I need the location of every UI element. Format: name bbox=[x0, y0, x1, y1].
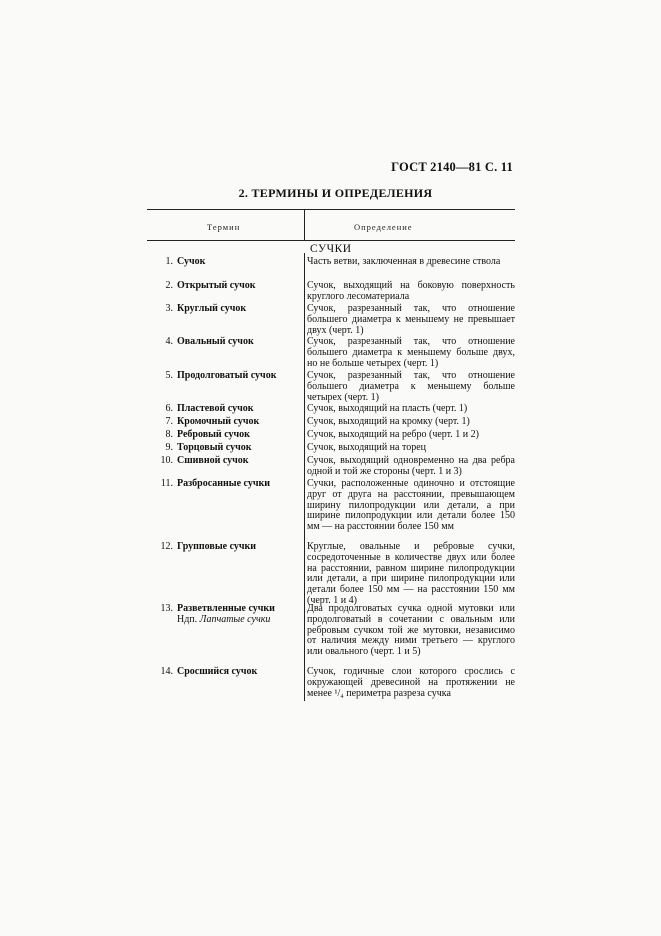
deprecated-prefix: Ндп. bbox=[177, 613, 198, 625]
term-definition: Сучок, выходящий на ребро (черт. 1 и 2) bbox=[307, 429, 479, 440]
term-number: 3. bbox=[165, 303, 173, 314]
term-definition: Сучок, разрезанный так, что отношение большего диаметра к меньшему не превышает двух (черт. 1) bbox=[307, 303, 515, 336]
term-name: Сучок bbox=[177, 256, 206, 267]
term-name: Сшивной сучок bbox=[177, 455, 249, 466]
deprecated-term bbox=[147, 615, 297, 626]
term-definition: Часть ветви, заключенная в древесине ствола bbox=[307, 256, 501, 267]
term-name: Групповые сучки bbox=[177, 541, 257, 552]
term-definition: Сучки, расположенные одиночно и отстоящие друг от друга на расстоянии, превышающем ширину пилопродукции или детали, а при ширине пилопродукции или детали более 150 мм — на расстоянии более 150 мм bbox=[307, 478, 515, 533]
term-name: Разветвленные сучки bbox=[177, 603, 275, 614]
deprecated-term-name: Лапчатые сучки bbox=[199, 613, 271, 625]
term-number: 11. bbox=[160, 478, 173, 489]
term-name: Разбросанные сучки bbox=[177, 478, 270, 489]
term-number: 4. bbox=[165, 336, 173, 347]
term-name: Овальный сучок bbox=[177, 336, 254, 347]
term-definition: Сучок, выходящий одновременно на два ребра одной и той же стороны (черт. 1 и 3) bbox=[307, 455, 515, 477]
page-header: ГОСТ 2140—81 С. 11 bbox=[391, 160, 513, 174]
group-title: СУЧКИ bbox=[310, 243, 352, 255]
term-name: Сросшийся сучок bbox=[177, 666, 258, 677]
term-definition: Два продолговатых сучка одной мутовки или продолговатый в сочетании с овальным или ребровым сучком той же мутовки, независимо от наличия между ними третьего — круглого или овального (черт. 1 и 5) bbox=[307, 603, 515, 658]
term-number: 1. bbox=[165, 256, 173, 267]
term-name: Круглый сучок bbox=[177, 303, 247, 314]
table-header-rule bbox=[147, 240, 515, 241]
term-number: 10. bbox=[160, 455, 173, 466]
term-name: Торцовый сучок bbox=[177, 442, 252, 453]
section-title: 2. ТЕРМИНЫ И ОПРЕДЕЛЕНИЯ bbox=[238, 186, 433, 200]
term-number: 12. bbox=[160, 541, 173, 552]
term-name: Ребровый сучок bbox=[177, 429, 250, 440]
term-definition: Сучок, разрезанный так, что отношение большего диаметра к меньшему больше двух, но не больше четырех (черт. 1) bbox=[307, 336, 515, 369]
term-name: Открытый сучок bbox=[177, 280, 256, 291]
column-divider bbox=[304, 253, 305, 701]
term-definition: Сучок, выходящий на боковую поверхность круглого лесоматериала bbox=[307, 280, 515, 302]
term-number: 5. bbox=[165, 370, 173, 381]
term-name: Продолговатый сучок bbox=[177, 370, 277, 381]
term-name: Кромочный сучок bbox=[177, 416, 260, 427]
header-divider bbox=[304, 209, 305, 240]
term-number: 7. bbox=[165, 416, 173, 427]
term-definition: Сучок, выходящий на кромку (черт. 1) bbox=[307, 416, 470, 427]
term-definition: Сучок, выходящий на пласть (черт. 1) bbox=[307, 403, 468, 414]
term-definition: Сучок, разрезанный так, что отношение большего диаметра к меньшему больше четырех (черт. 1) bbox=[307, 370, 515, 403]
table-top-rule bbox=[147, 209, 515, 210]
term-definition: Сучок, годичные слои которого срослись с окружающей древесиной на протяжении не менее ¹/₄ периметра разреза сучка bbox=[307, 666, 515, 699]
term-number: 6. bbox=[165, 403, 173, 414]
col-def-header: Определение bbox=[354, 222, 413, 232]
term-number: 8. bbox=[165, 429, 173, 440]
term-number: 13. bbox=[160, 603, 173, 614]
term-definition: Круглые, овальные и ребровые сучки, сосредоточенные в количестве двух или более на расстоянии, равном ширине пилопродукции или детали, а при ширине пилопродукции или детали более 150 мм — на расстоянии 150 мм (черт. 1 и 4) bbox=[307, 541, 515, 606]
col-term-header: Термин bbox=[207, 222, 241, 232]
term-name: Пластевой сучок bbox=[177, 403, 254, 414]
term-number: 14. bbox=[160, 666, 173, 677]
term-number: 2. bbox=[165, 280, 173, 291]
term-number: 9. bbox=[165, 442, 173, 453]
term-definition: Сучок, выходящий на торец bbox=[307, 442, 426, 453]
